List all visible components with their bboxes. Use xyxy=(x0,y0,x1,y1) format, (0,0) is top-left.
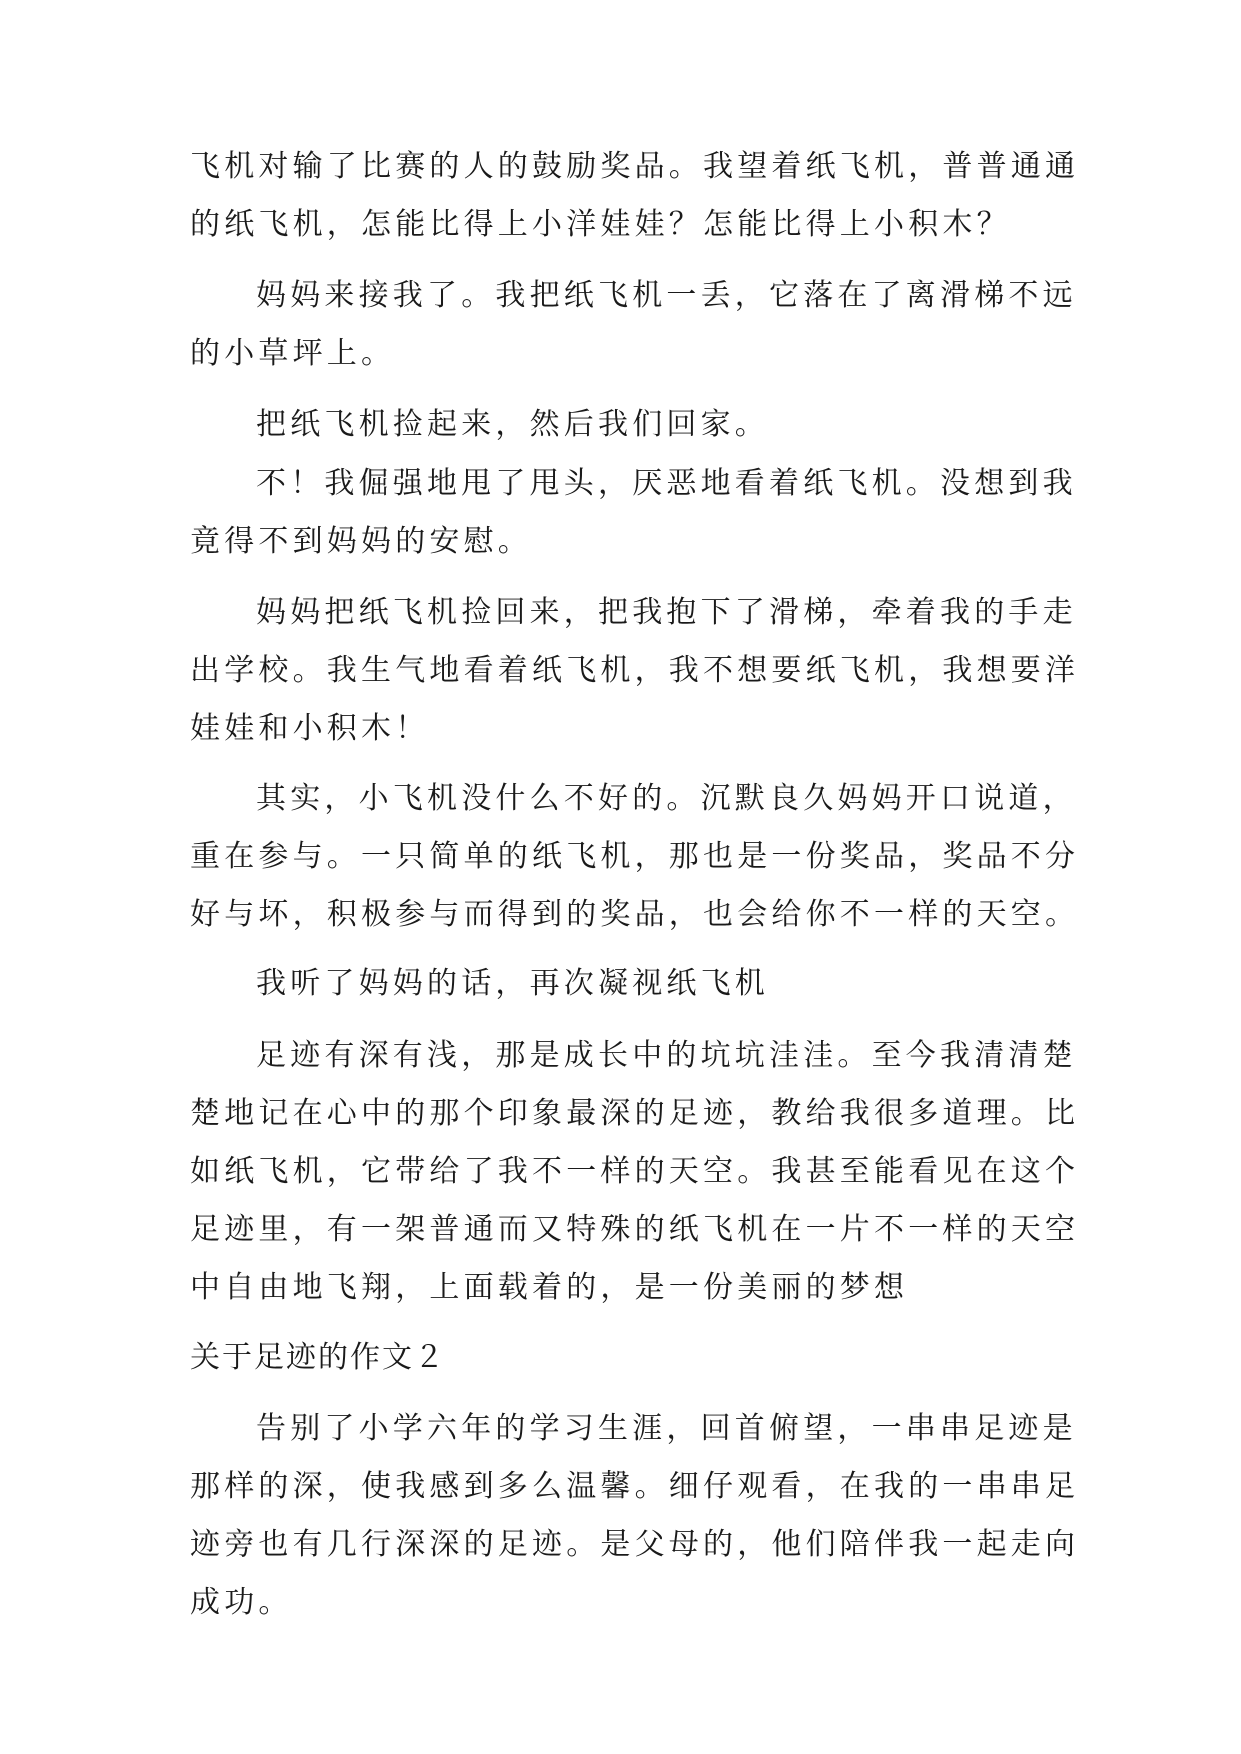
text-line: 娃娃和小积木！ xyxy=(190,711,430,746)
text-line: 足迹有深有浅，那是成长中的坑坑洼洼。至今我清清楚 xyxy=(256,1038,1077,1073)
text-line: 如纸飞机，它带给了我不一样的天空。我甚至能看见在这个 xyxy=(190,1154,1080,1189)
text-line: 的小草坪上。 xyxy=(190,336,396,371)
text-line: 迹旁也有几行深深的足迹。是父母的，他们陪伴我一起走向 xyxy=(190,1527,1080,1562)
text-line: 其实，小飞机没什么不好的。沉默良久妈妈开口说道， xyxy=(256,781,1077,816)
text-line: 告别了小学六年的学习生涯，回首俯望，一串串足迹是 xyxy=(256,1411,1077,1446)
text-line: 成功。 xyxy=(190,1585,293,1620)
text-line: 足迹里，有一架普通而又特殊的纸飞机在一片不一样的天空 xyxy=(190,1212,1080,1247)
text-line: 出学校。我生气地看着纸飞机，我不想要纸飞机，我想要洋 xyxy=(190,653,1080,688)
text-line: 妈妈来接我了。我把纸飞机一丢，它落在了离滑梯不远 xyxy=(256,278,1077,313)
text-line: 的纸飞机，怎能比得上小洋娃娃？怎能比得上小积木？ xyxy=(190,207,1011,242)
text-line: 妈妈把纸飞机捡回来，把我抱下了滑梯，牵着我的手走 xyxy=(256,595,1077,630)
text-line: 把纸飞机捡起来，然后我们回家。 xyxy=(256,407,769,442)
text-line: 我听了妈妈的话，再次凝视纸飞机 xyxy=(256,966,769,1001)
text-line: 那样的深，使我感到多么温馨。细仔观看，在我的一串串足 xyxy=(190,1469,1080,1504)
section-heading: 关于足迹的作文２ xyxy=(190,1340,446,1375)
text-line: 飞机对输了比赛的人的鼓励奖品。我望着纸飞机，普普通通 xyxy=(190,149,1080,184)
text-line: 竟得不到妈妈的安慰。 xyxy=(190,524,532,559)
text-line: 重在参与。一只简单的纸飞机，那也是一份奖品，奖品不分 xyxy=(190,839,1080,874)
text-line: 好与坏，积极参与而得到的奖品，也会给你不一样的天空。 xyxy=(190,897,1080,932)
text-line: 不！我倔强地甩了甩头，厌恶地看着纸飞机。没想到我 xyxy=(256,466,1077,501)
text-line: 楚地记在心中的那个印象最深的足迹，教给我很多道理。比 xyxy=(190,1096,1080,1131)
text-line: 中自由地飞翔，上面载着的，是一份美丽的梦想 xyxy=(190,1270,909,1305)
